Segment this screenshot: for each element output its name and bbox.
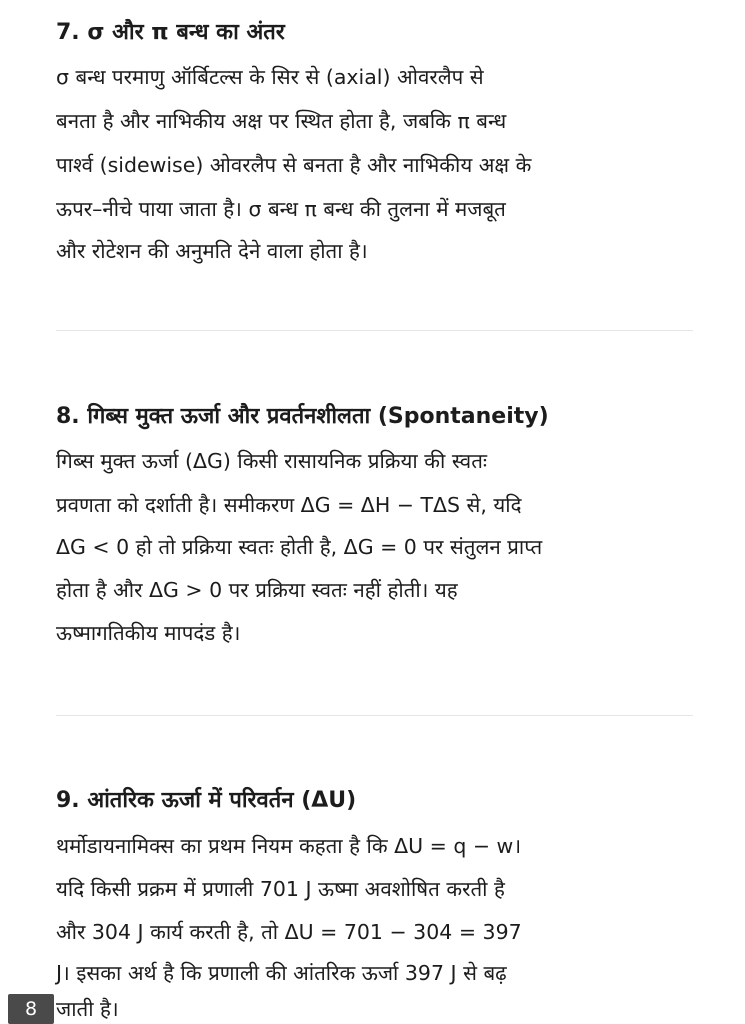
section-divider: [56, 330, 693, 331]
section-7-heading: 7. σ और π बन्ध का अंतर: [56, 20, 285, 45]
section-9-line: और 304 J कार्य करती है, तो ΔU = 701 − 304 = 397: [56, 920, 522, 944]
section-8-line: होता है और ΔG > 0 पर प्रक्रिया स्वतः नहीं होती। यह: [56, 578, 458, 602]
section-9-line: जाती है।: [56, 997, 119, 1021]
section-9-line: J। इसका अर्थ है कि प्रणाली की आंतरिक ऊर्जा 397 J से बढ़: [56, 961, 507, 985]
section-7-line: और रोटेशन की अनुमति देने वाला होता है।: [56, 239, 368, 263]
section-7-line: ऊपर–नीचे पाया जाता है। σ बन्ध π बन्ध की तुलना में मजबूत: [56, 197, 506, 221]
page-number-badge: 8: [8, 994, 54, 1024]
section-8-line: गिब्स मुक्त ऊर्जा (ΔG) किसी रासायनिक प्रक्रिया की स्वतः: [56, 449, 488, 473]
section-8-line: ऊष्मागतिकीय मापदंड है।: [56, 621, 241, 645]
section-7-line: पार्श्व (sidewise) ओवरलैप से बनता है और नाभिकीय अक्ष के: [56, 153, 532, 177]
section-8-heading: 8. गिब्स मुक्त ऊर्जा और प्रवर्तनशीलता (Spontaneity): [56, 404, 549, 429]
section-8-line: ΔG < 0 हो तो प्रक्रिया स्वतः होती है, ΔG = 0 पर संतुलन प्राप्त: [56, 535, 543, 559]
section-7-line: बनता है और नाभिकीय अक्ष पर स्थित होता है, जबकि π बन्ध: [56, 109, 507, 133]
section-7-line: σ बन्ध परमाणु ऑर्बिटल्स के सिर से (axial) ओवरलैप से: [56, 65, 484, 89]
section-9-line: यदि किसी प्रक्रम में प्रणाली 701 J ऊष्मा अवशोषित करती है: [56, 877, 505, 901]
section-9-heading: 9. आंतरिक ऊर्जा में परिवर्तन (ΔU): [56, 788, 357, 813]
section-divider: [56, 715, 693, 716]
section-9-line: थर्मोडायनामिक्स का प्रथम नियम कहता है कि ΔU = q − w।: [56, 834, 522, 858]
section-8-line: प्रवणता को दर्शाती है। समीकरण ΔG = ΔH − TΔS से, यदि: [56, 493, 522, 517]
